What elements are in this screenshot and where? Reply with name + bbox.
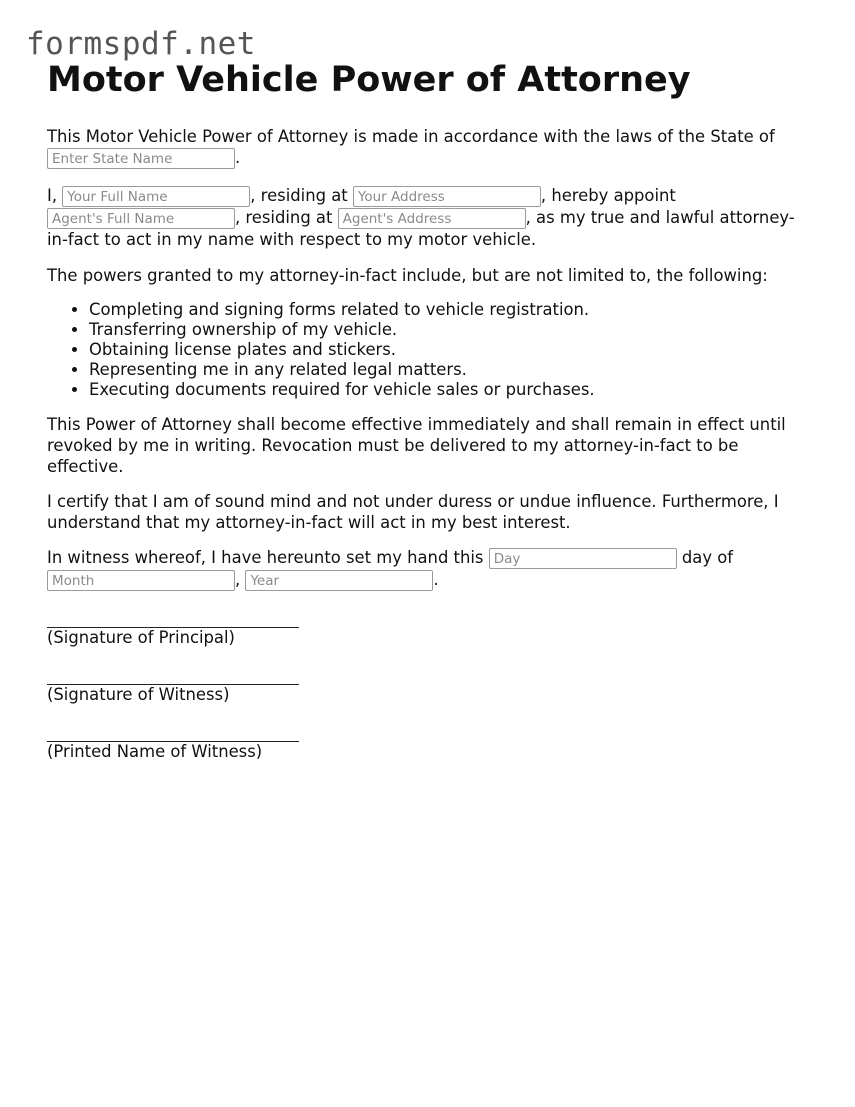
witness-paragraph	[47, 547, 807, 591]
agent-address-input[interactable]	[338, 208, 526, 229]
appointment-text-5: , as my true and lawful attorney-in-fact to act in my name with respect to my motor vehicle.	[47, 208, 795, 249]
witness-text-2: day of	[681, 548, 734, 567]
agent-name-input[interactable]	[47, 208, 235, 229]
witness-printed-name-label: (Printed Name of Witness)	[47, 742, 263, 761]
list-item: • Representing me in any related legal matters.	[89, 360, 807, 380]
appointment-paragraph	[47, 185, 807, 251]
certify-paragraph: I certify that I am of sound mind and not under duress or undue influence. Furthermore, I understand that my attorney-in-fact will act in my best interest.	[47, 492, 779, 532]
list-item: • Executing documents required for vehicle sales or purchases.	[89, 380, 807, 400]
intro-text: This Motor Vehicle Power of Attorney is made in accordance with the laws of the State of	[47, 127, 775, 146]
principal-signature-label: (Signature of Principal)	[47, 628, 235, 647]
day-input[interactable]	[489, 548, 677, 569]
year-input[interactable]	[245, 570, 433, 591]
full-name-input[interactable]	[62, 186, 250, 207]
effective-paragraph: This Power of Attorney shall become effective immediately and shall remain in effect until revoked by me in writing. Revocation must be delivered to my attorney-in-fact to be effective.	[47, 415, 786, 476]
witness-signature-label: (Signature of Witness)	[47, 685, 230, 704]
powers-list	[47, 300, 807, 400]
list-item: • Obtaining license plates and stickers.	[89, 340, 807, 360]
list-item: • Transferring ownership of my vehicle.	[89, 320, 807, 340]
state-name-input[interactable]	[47, 148, 235, 169]
signature-block	[47, 613, 807, 762]
list-item: • Completing and signing forms related to vehicle registration.	[89, 300, 807, 320]
appointment-text-2: , residing at	[250, 186, 348, 205]
appointment-text-3: , hereby appoint	[540, 186, 676, 205]
intro-paragraph	[47, 126, 807, 169]
address-input[interactable]	[353, 186, 541, 207]
appointment-text-1: I,	[47, 186, 58, 205]
witness-text-1: In witness whereof, I have hereunto set my hand this	[47, 548, 484, 567]
witness-signature-line[interactable]	[47, 670, 299, 685]
intro-period: .	[235, 148, 241, 167]
document-body	[47, 60, 807, 784]
witness-period: .	[433, 570, 439, 589]
month-input[interactable]	[47, 570, 235, 591]
principal-signature-line[interactable]	[47, 613, 299, 628]
appointment-text-4: , residing at	[235, 208, 333, 227]
watermark: formspdf.net	[26, 26, 256, 62]
witness-comma: ,	[235, 570, 241, 589]
page-title: Motor Vehicle Power of Attorney	[47, 60, 691, 100]
witness-printed-name-line[interactable]	[47, 727, 299, 742]
powers-intro: The powers granted to my attorney-in-fact include, but are not limited to, the following:	[47, 266, 768, 285]
